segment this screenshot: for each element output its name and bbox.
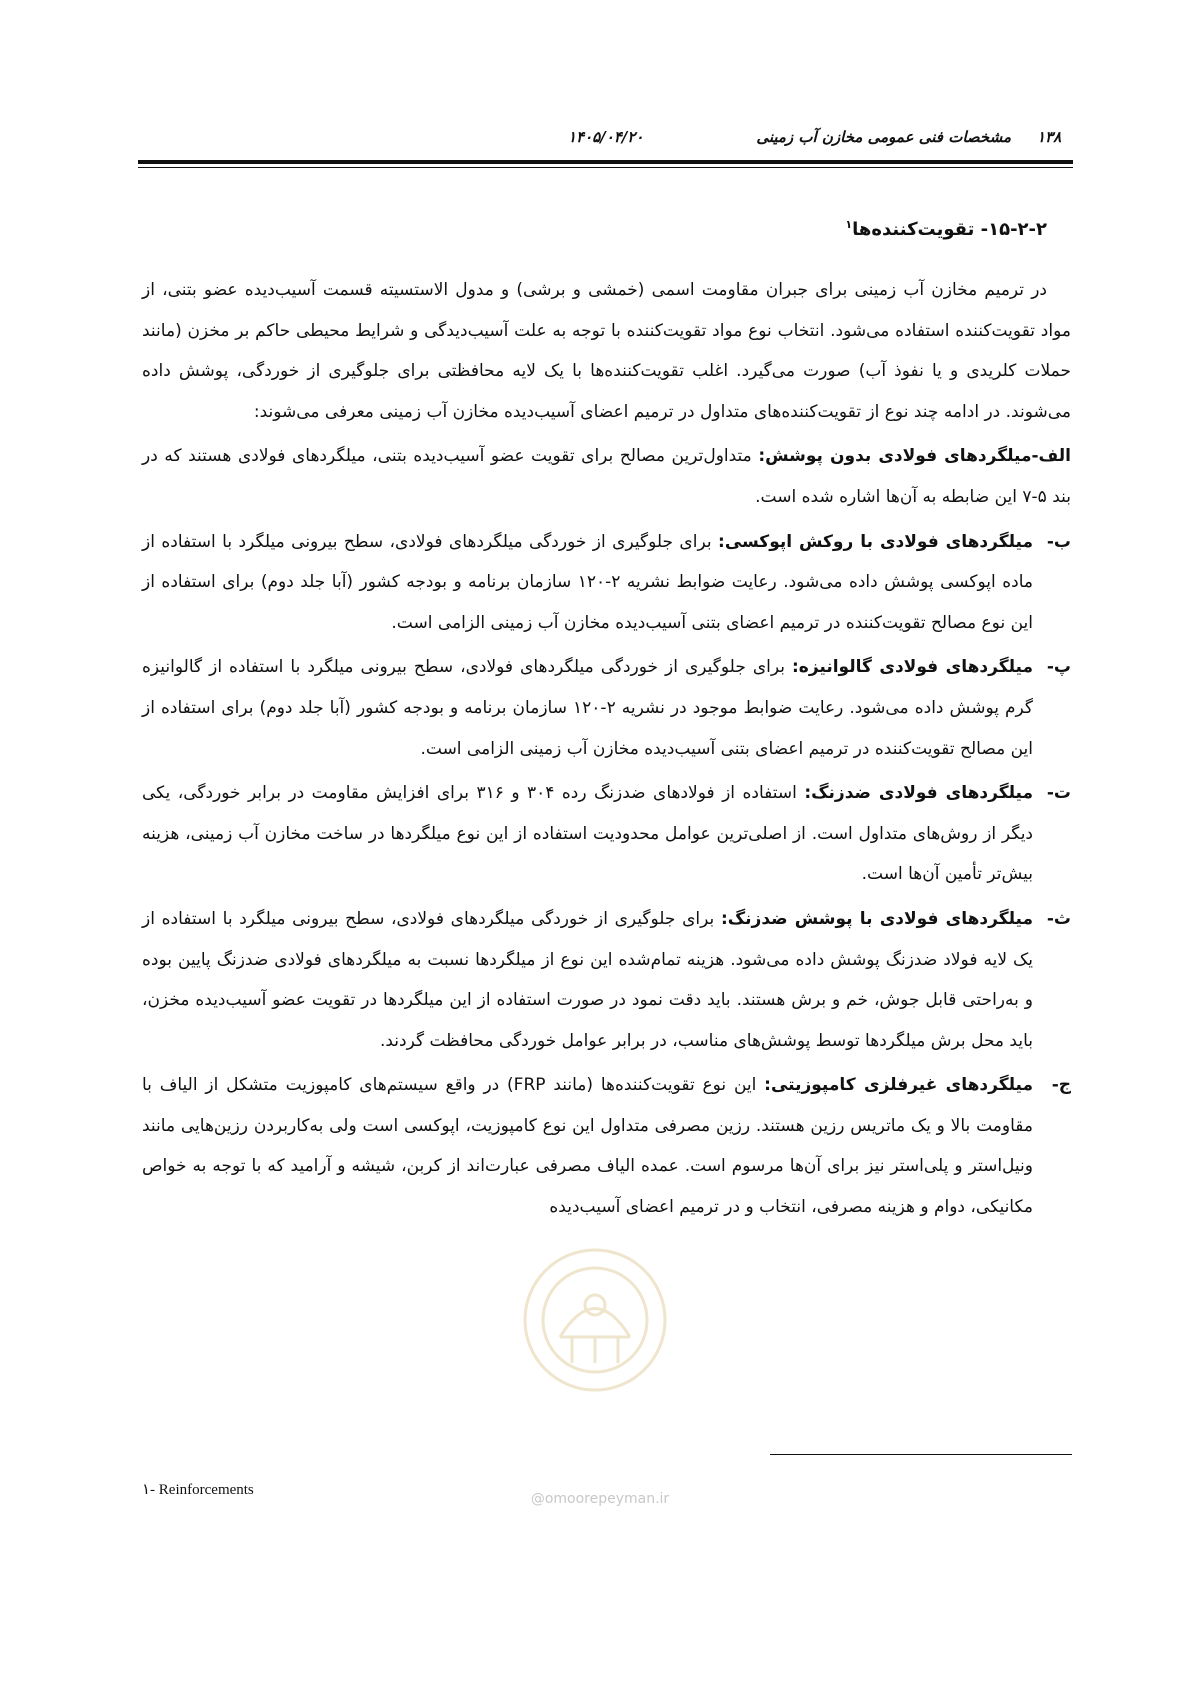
list-item-marker: ج- — [1051, 1075, 1072, 1096]
list-item-marker: ث- — [1046, 908, 1071, 929]
list-item-text: برای جلوگیری از خوردگی میلگردهای فولادی، سطح بیرونی میلگرد با استفاده از یک لایه فولاد ضدزنگ پوشش داده می‌شود. هزینه تمام‌شده این نوع از میلگردها نسبت به میلگردهای فولادی ضدزنگ پایین بوده و به‌راحتی قابل جوش، خم و برش هستند. باید دقت نمود در صورت استفاده از این میلگردها در تقویت عضو آسیب‌دیده مخزن، باید محل برش میلگردها توسط پوشش‌های مناسب، در برابر عوامل خوردگی محافظت گردند. — [142, 908, 1033, 1051]
footnote-rule — [770, 1454, 1072, 1455]
running-header-date: ۱۴۰۵/۰۴/۲۰ — [568, 128, 644, 146]
list-item — [142, 1065, 1071, 1227]
list-item-marker: الف- — [1031, 446, 1072, 467]
list-item — [142, 773, 1071, 895]
list-item — [142, 522, 1071, 644]
list-item-text: استفاده از فولادهای ضدزنگ رده ۳۰۴ و ۳۱۶ برای افزایش مقاومت در برابر خوردگی، یکی دیگر از روش‌های متداول است. از اصلی‌ترین عوامل محدودیت استفاده از این نوع میلگردها در ساخت مخازن آب زمینی، هزینه بیش‌تر تأمین آن‌ها است. — [142, 783, 1033, 885]
list-item-text: این نوع تقویت‌کننده‌ها (مانند FRP) در واقع سیستم‌های کامپوزیت متشکل از الیاف با مقاومت بالا و یک ماتریس رزین هستند. رزین مصرفی متداول این نوع کامپوزیت، اپوکسی است ولی به‌کاربردن رزین‌هایی مانند ونیل‌استر و پلی‌استر نیز برای آن‌ها مرسوم است. عمده الیاف مصرفی عبارت‌اند از کربن، شیشه و آرامید که با توجه به خواص مکانیکی، دوام و هزینه مصرفی، انتخاب و در ترمیم اعضای آسیب‌دیده — [142, 1075, 1033, 1218]
intro-paragraph: در ترمیم مخازن آب زمینی برای جبران مقاومت اسمی (خمشی و برشی) و مدول الاستسیته قسمت آسیب‌دیده عضو بتنی، از مواد تقویت‌کننده استفاده می‌شود. انتخاب نوع مواد تقویت‌کننده با توجه به علت آسیب‌دیدگی و شرایط محیطی حاکم بر مخزن (مانند حملات کلریدی و یا نفوذ آب) صورت می‌گیرد. اغلب تقویت‌کننده‌ها با یک لایه محافظتی برای جلوگیری از خوردگی، پوشش داده می‌شوند. در ادامه چند نوع از تقویت‌کننده‌های متداول در ترمیم اعضای آسیب‌دیده مخازن آب زمینی معرفی می‌شوند: — [142, 280, 1071, 422]
footnote: ۱- Reinforcements — [142, 1482, 254, 1498]
list-item-text: برای جلوگیری از خوردگی میلگردهای فولادی، سطح بیرونی میلگرد با استفاده از ماده اپوکسی پوشش داده می‌شود. رعایت ضوابط نشریه ۲-۱۲۰ سازمان برنامه و بودجه کشور (آبا جلد دوم) برای استفاده از این نوع مصالح تقویت‌کننده در ترمیم اعضای بتنی آسیب‌دیده مخازن آب زمینی الزامی است. — [142, 531, 1033, 633]
list-item-label: میلگردهای غیرفلزی کامپوزیتی: — [764, 1075, 1034, 1096]
list-item-text: برای جلوگیری از خوردگی میلگردهای فولادی، سطح بیرونی میلگرد با استفاده از گالوانیزه گرم پوشش داده می‌شود. رعایت ضوابط موجود در نشریه ۲-۱۲۰ سازمان برنامه و بودجه کشور (آبا جلد دوم) برای استفاده از این مصالح تقویت‌کننده در ترمیم اعضای بتنی آسیب‌دیده مخازن آب زمینی الزامی است. — [142, 657, 1034, 759]
section-heading-text: ۱۵-۲-۲- تقویت‌کننده‌ها — [852, 219, 1047, 240]
list-item-label: میلگردهای فولادی گالوانیزه: — [791, 657, 1033, 678]
footnote-reference[interactable]: ۱ — [845, 218, 853, 231]
watermark-logo — [520, 1245, 670, 1395]
list-item — [142, 647, 1071, 769]
list-item-text: متداول‌ترین مصالح برای تقویت عضو آسیب‌دیده بتنی، میلگردهای فولادی هستند که در بند ۵-۷ این ضابطه به آن‌ها اشاره شده است. — [142, 446, 1071, 507]
list-item-marker: ت- — [1046, 783, 1071, 804]
list-item — [142, 899, 1071, 1061]
header-rule-thin — [138, 167, 1073, 168]
list-item-label: میلگردهای فولادی بدون پوشش: — [758, 446, 1032, 467]
list-item — [142, 436, 1071, 517]
list-item-marker: پ- — [1046, 657, 1071, 678]
header-rule-thick — [138, 160, 1073, 164]
watermark-text: @omoorepeyman.ir — [530, 1491, 670, 1507]
list-item-marker: ب- — [1046, 531, 1072, 552]
running-header-title: مشخصات فنی عمومی مخازن آب زمینی — [756, 128, 1011, 146]
section-heading — [845, 218, 1047, 240]
list-item-label: میلگردهای فولادی با روکش اپوکسی: — [718, 531, 1034, 552]
page-number: ۱۳۸ — [1037, 128, 1062, 146]
list-item-label: میلگردهای فولادی با پوشش ضدزنگ: — [720, 908, 1033, 929]
body-text — [142, 270, 1071, 1228]
list-item-label: میلگردهای فولادی ضدزنگ: — [804, 783, 1033, 804]
